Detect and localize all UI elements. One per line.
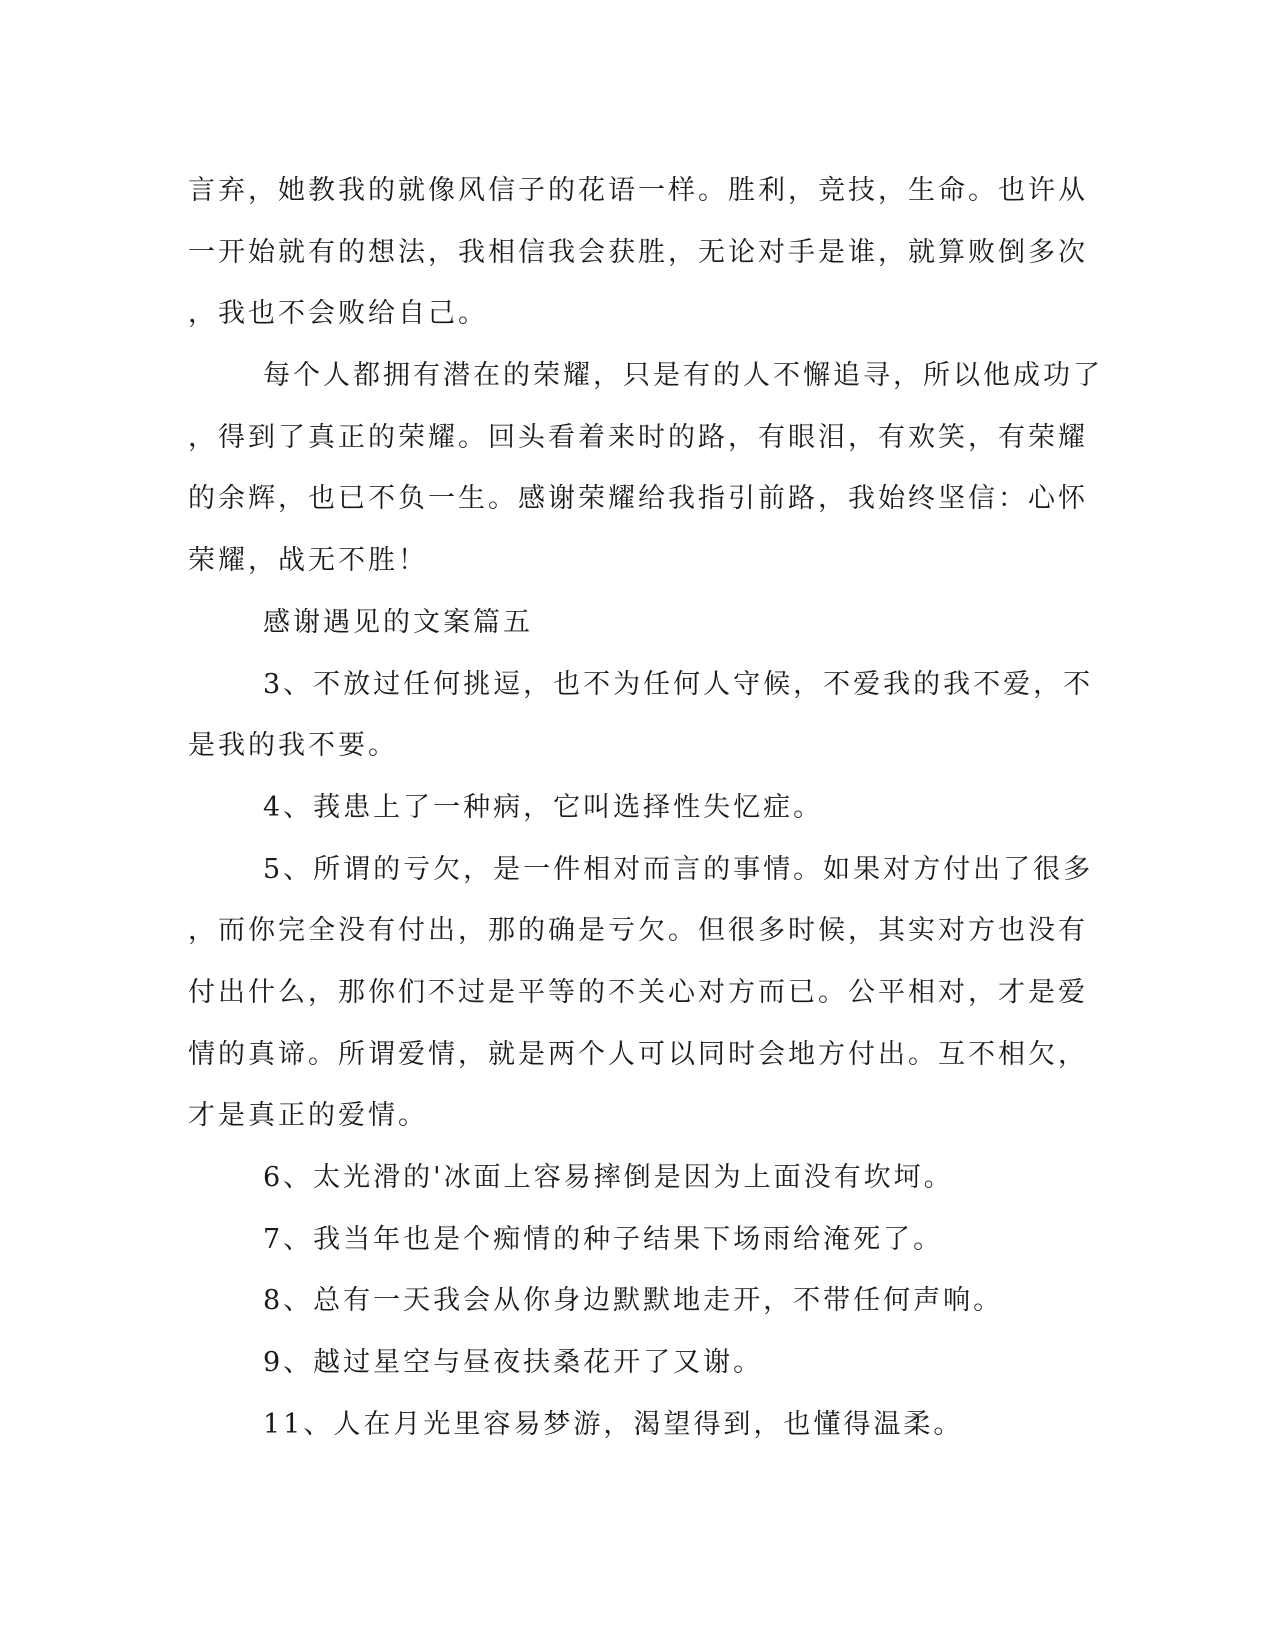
text-line: 3、不放过任何挑逗，也不为任何人守候，不爱我的我不爱，不 — [263, 668, 1094, 700]
document-body — [188, 160, 1103, 1455]
text-line: 言弃，她教我的就像风信子的花语一样。胜利，竞技，生命。也许从 — [188, 175, 1088, 206]
text-line: 每个人都拥有潜在的荣耀，只是有的人不懈追寻，所以他成功了 — [263, 360, 1103, 392]
text-line: 11、人在月光里容易梦游，渴望得到，也懂得温柔。 — [263, 1408, 964, 1440]
text-line: 4、莪患上了一种病，它叫选择性失忆症。 — [263, 791, 824, 823]
section-heading: 感谢遇见的文案篇五 — [263, 606, 533, 638]
text-line: 6、太光滑的'冰面上容易摔倒是因为上面没有坎坷。 — [263, 1162, 954, 1193]
text-line: 9、越过星空与昼夜扶桑花开了又谢。 — [263, 1347, 764, 1379]
text-line: 付出什么，那你们不过是平等的不关心对方而已。公平相对，才是爱 — [188, 976, 1088, 1008]
text-line: 才是真正的爱情。 — [188, 1100, 428, 1132]
text-line: 7、我当年也是个痴情的种子结果下场雨给淹死了。 — [263, 1223, 944, 1255]
text-line: ，而你完全没有付出，那的确是亏欠。但很多时候，其实对方也没有 — [188, 915, 1088, 947]
text-line: 情的真谛。所谓爱情，就是两个人可以同时会地方付出。互不相欠， — [188, 1038, 1088, 1070]
text-line: ，我也不会败给自己。 — [188, 298, 488, 330]
text-line: ，得到了真正的荣耀。回头看着来时的路，有眼泪，有欢笑，有荣耀 — [188, 421, 1088, 453]
text-line: 是我的我不要。 — [188, 730, 398, 762]
text-line: 8、总有一天我会从你身边默默地走开，不带任何声响。 — [263, 1285, 1004, 1317]
text-line: 一开始就有的想法，我相信我会获胜，无论对手是谁，就算败倒多次 — [188, 236, 1088, 268]
text-line: 荣耀，战无不胜！ — [188, 545, 428, 577]
text-line: 5、所谓的亏欠，是一件相对而言的事情。如果对方付出了很多 — [263, 853, 1094, 885]
text-line: 的余辉，也已不负一生。感谢荣耀给我指引前路，我始终坚信：心怀 — [188, 483, 1088, 515]
